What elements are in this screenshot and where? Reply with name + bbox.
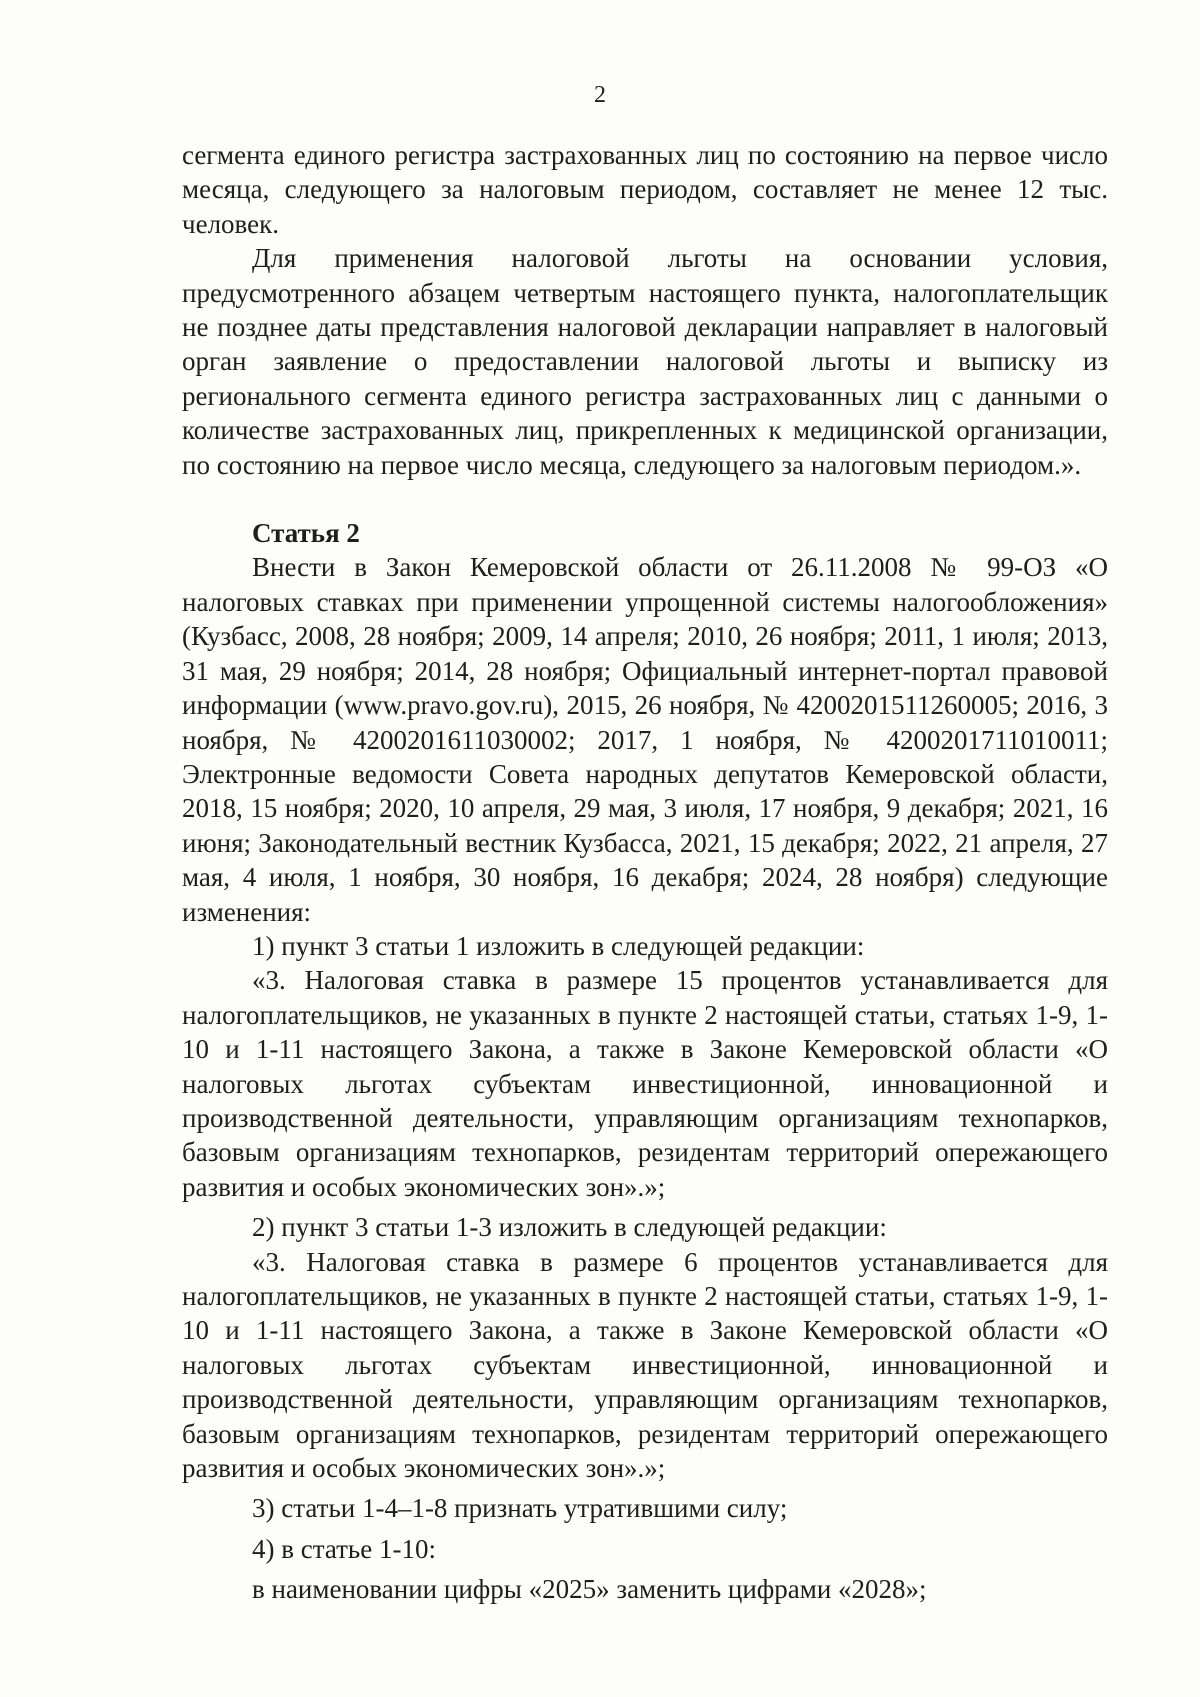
paragraph-tax-benefit-conditions: Для применения налоговой льготы на основании условия, предусмотренного абзацем четвертым настоящего пункта, налогоплательщик не позднее даты представления налоговой декларации направляет в налоговый орган заявление о предоставлении налоговой льготы и выписку из регионального сегмента единого регистра застрахованных лиц с данными о количестве застрахованных лиц, прикрепленных к медицинской организации, по состоянию на первое число месяца, следующего за налоговым периодом.». — [182, 243, 1108, 480]
list-item-1: 1) пункт 3 статьи 1 изложить в следующей редакции: — [252, 930, 865, 961]
article-heading: Статья 2 — [252, 518, 360, 549]
page-number: 2 — [594, 82, 606, 108]
list-item-2: 2) пункт 3 статьи 1-3 изложить в следующей редакции: — [252, 1212, 887, 1243]
list-item-4: 4) в статье 1-10: — [252, 1533, 436, 1564]
quote-item-1: «3. Налоговая ставка в размере 15 процентов устанавливается для налогоплательщиков, не указанных в пункте 2 настоящей статьи, статьях 1-9, 1-10 и 1-11 настоящего Закона, а также в Законе Кемеровской области «О налоговых льготах субъектам инвестиционной, инновационной и производственной деятельности, управляющим организациям технопарков, базовым организациям технопарков, резидентам территорий опережающего развития и особых экономических зон».»; — [182, 965, 1108, 1202]
document-body — [182, 138, 1108, 1607]
quote-item-2: «3. Налоговая ставка в размере 6 процентов устанавливается для налогоплательщиков, не указанных в пункте 2 настоящей статьи, статьях 1-9, 1-10 и 1-11 настоящего Закона, а также в Законе Кемеровской области «О налоговых льготах субъектам инвестиционной, инновационной и производственной деятельности, управляющим организациям технопарков, базовым организациям технопарков, резидентам территорий опережающего развития и особых экономических зон».»; — [182, 1246, 1108, 1484]
list-item-4-detail: в наименовании цифры «2025» заменить цифрами «2028»; — [252, 1574, 927, 1605]
paragraph-amendment-intro: Внести в Закон Кемеровской области от 26.11.2008 № 99-ОЗ «О налоговых ставках при применении упрощенной системы налогообложения» (Кузбасс, 2008, 28 ноября; 2009, 14 апреля; 2010, 26 ноября; 2011, 1 июля; 2013, 31 мая, 29 ноября; 2014, 28 ноября; Официальный интернет-портал правовой информации (www.pravo.gov.ru), 2015, 26 ноября, № 4200201511260005; 2016, 3 ноября, № 4200201611030002; 2017, 1 ноября, № 4200201711010011; Электронные ведомости Совета народных депутатов Кемеровской области, 2018, 15 ноября; 2020, 10 апреля, 29 мая, 3 июля, 17 ноября, 9 декабря; 2021, 16 июня; Законодательный вестник Кузбасса, 2021, 15 декабря; 2022, 21 апреля, 27 мая, 4 июля, 1 ноября, 30 ноября, 16 декабря; 2024, 28 ноября) следующие изменения: — [182, 552, 1108, 927]
list-item-3: 3) статьи 1-4–1-8 признать утратившими силу; — [252, 1493, 788, 1524]
paragraph-continuation: сегмента единого регистра застрахованных лиц по состоянию на первое число месяца, следующего за налоговым периодом, составляет не менее 12 тыс. человек. — [182, 140, 1108, 239]
